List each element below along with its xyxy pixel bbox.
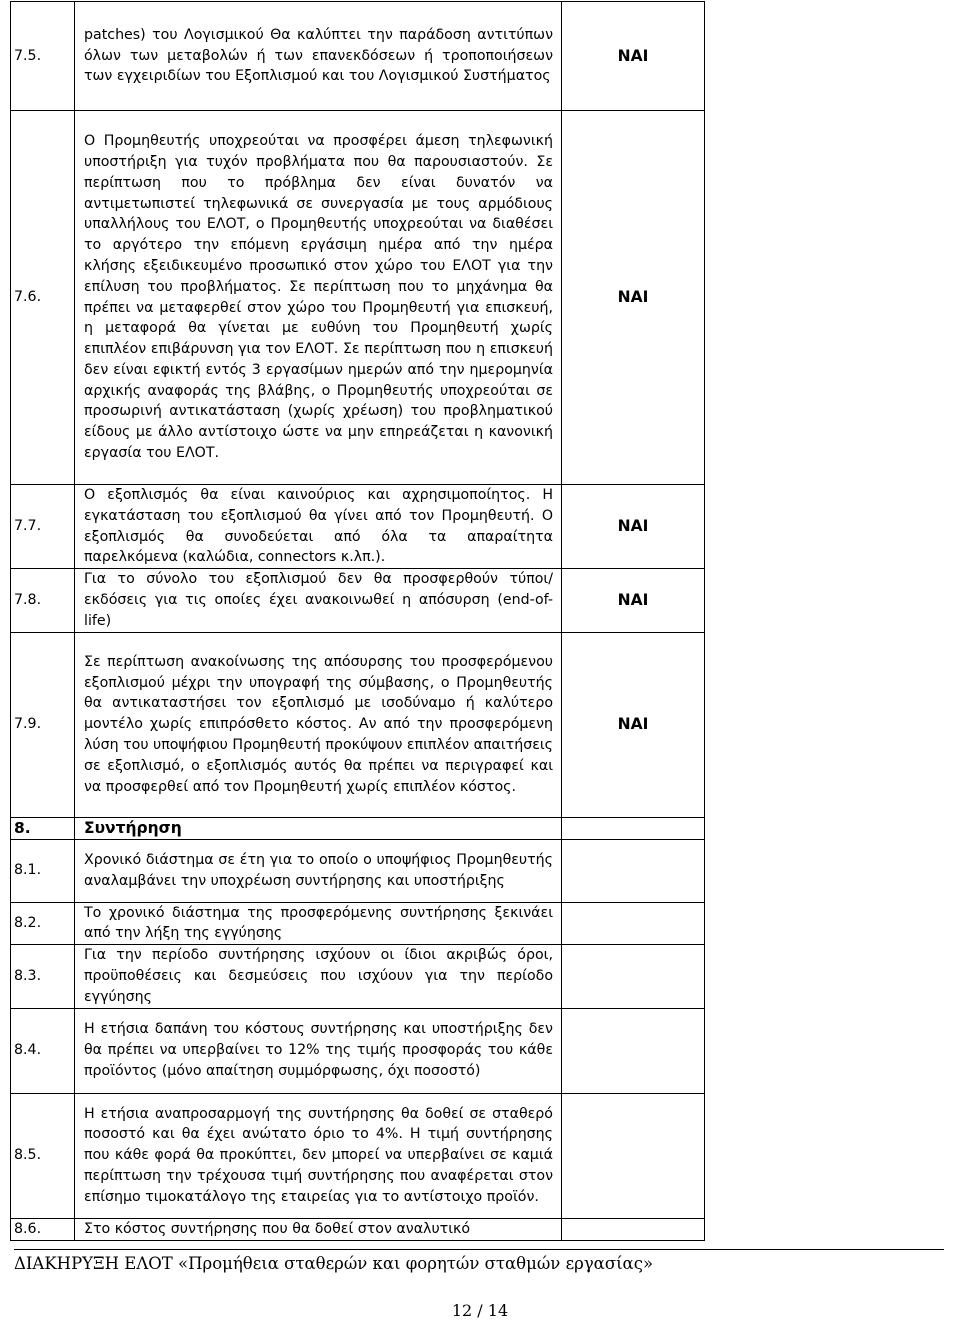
table-row [11, 1218, 705, 1240]
table-row [11, 485, 705, 569]
row-number: 7.9. [11, 632, 75, 817]
row-text: Η ετήσια δαπάνη του κόστους συντήρησης και υποστήριξης δεν θα πρέπει να υπερβαίνει το 12% της τιμής προσφοράς του κάθε προϊόντος (μόνο απαίτηση συμμόρφωσης, όχι ποσοστό) [75, 1008, 562, 1093]
row-text: Σε περίπτωση ανακοίνωσης της απόσυρσης του προσφερόμενου εξοπλισμού μέχρι την υπογραφή της σύμβασης, ο Προμηθευτής θα αντικαταστήσει τον εξοπλισμό με ισοδύναμο ή καλύτερο μοντέλο χωρίς επιπρόσθετο κόστος. Αν από την προσφερόμενη λύση του υποψήφιου Προμηθευτή προκύψουν επιπλέον απαιτήσεις σε εξοπλισμό, ο εξοπλισμός αυτός θα πρέπει να περιγραφεί και να προσφερθεί από τον Προμηθευτή χωρίς επιπλέον κόστος. [75, 632, 562, 817]
row-number: 8.6. [11, 1218, 75, 1240]
table-row [11, 902, 705, 945]
row-text: Ο Προμηθευτής υποχρεούται να προσφέρει άμεση τηλεφωνική υποστήριξη για τυχόν προβλήματα που θα παρουσιαστούν. Σε περίπτωση που το πρόβλημα δεν είναι δυνατόν να αντιμετωπιστεί τηλεφωνικά σε συνεργασία με τους αρμόδιους υπαλλήλους του ΕΛΟΤ, ο Προμηθευτής υποχρεούται να διαθέσει το αργότερο την επόμενη εργάσιμη ημέρα από την ημέρα κλήσης εξειδικευμένο προσωπικό στον χώρο του ΕΛΟΤ για την επίλυση του προβλήματος. Σε περίπτωση που το μηχάνημα θα πρέπει να μεταφερθεί στον χώρο του Προμηθευτή για επισκευή, η μεταφορά θα γίνεται με ευθύνη του Προμηθευτή χωρίς επιπλέον επιβάρυνση για τον ΕΛΟΤ. Σε περίπτωση που η επισκευή δεν είναι εφικτή εντός 3 εργασίμων ημερών από την ημερομηνία αρχικής αναφοράς της βλάβης, ο Προμηθευτής υποχρεούται σε προσωρινή αντικατάσταση (χωρίς χρέωση) του προβληματικού είδους με άλλο αντίστοιχο ώστε να μην επηρεάζεται η κανονική εργασία του ΕΛΟΤ. [75, 111, 562, 485]
table-row [11, 111, 705, 485]
row-answer [562, 945, 705, 1008]
row-text: Για το σύνολο του εξοπλισμού δεν θα προσφερθούν τύποι/ εκδόσεις για τις οποίες έχει ανακοινωθεί η απόσυρση (end-of-life) [75, 569, 562, 632]
table-row [11, 945, 705, 1008]
row-answer: ΝΑΙ [562, 485, 705, 569]
table-row [11, 839, 705, 902]
row-number: 7.6. [11, 111, 75, 485]
row-text: Το χρονικό διάστημα της προσφερόμενης συντήρησης ξεκινάει από την λήξη της εγγύησης [75, 902, 562, 945]
table-row [11, 1008, 705, 1093]
row-text: Για την περίοδο συντήρησης ισχύουν οι ίδιοι ακριβώς όροι, προϋποθέσεις και δεσμεύσεις που ισχύουν για την περίοδο εγγύησης [75, 945, 562, 1008]
requirements-table [10, 1, 705, 1241]
table-row [11, 569, 705, 632]
row-text: Στο κόστος συντήρησης που θα δοθεί στον αναλυτικό [75, 1218, 562, 1240]
row-answer: ΝΑΙ [562, 2, 705, 111]
row-answer [562, 839, 705, 902]
row-number: 8.3. [11, 945, 75, 1008]
row-text: Χρονικό διάστημα σε έτη για το οποίο ο υποψήφιος Προμηθευτής αναλαμβάνει την υποχρέωση συντήρησης και υποστήριξης [75, 839, 562, 902]
row-number: 8.1. [11, 839, 75, 902]
row-answer [562, 1218, 705, 1240]
row-text: Η ετήσια αναπροσαρμογή της συντήρησης θα δοθεί σε σταθερό ποσοστό και θα έχει ανώτατο όριο το 4%. Η τιμή συντήρησης που κάθε φορά θα προκύπτει, δεν μπορεί να υπερβαίνει σε καμιά περίπτωση την τρέχουσα τιμή συντήρησης που αναφέρεται στον επίσημο τιμοκατάλογο της εταιρείας για το αντίστοιχο προϊόν. [75, 1093, 562, 1218]
row-answer [562, 902, 705, 945]
footer-rule [14, 1249, 944, 1250]
row-number: 7.7. [11, 485, 75, 569]
footer-title: ΔΙΑΚΗΡΥΞΗ ΕΛΟΤ «Προμήθεια σταθερών και φορητών σταθμών εργασίας» [14, 1254, 654, 1273]
row-number: 8.4. [11, 1008, 75, 1093]
row-answer: ΝΑΙ [562, 632, 705, 817]
row-number: 8.5. [11, 1093, 75, 1218]
table-row [11, 1093, 705, 1218]
row-answer: ΝΑΙ [562, 569, 705, 632]
row-answer [562, 1093, 705, 1218]
row-text: Ο εξοπλισμός θα είναι καινούριος και αχρησιμοποίητος. Η εγκατάσταση του εξοπλισμού θα γίνει από τον Προμηθευτή. Ο εξοπλισμός θα συνοδεύεται από όλα τα απαραίτητα παρελκόμενα (καλώδια, connectors κ.λπ.). [75, 485, 562, 569]
page-number: 12 / 14 [451, 1301, 509, 1320]
section-number: 8. [11, 817, 75, 839]
table-row [11, 632, 705, 817]
section-title: Συντήρηση [75, 817, 562, 839]
table-row [11, 2, 705, 111]
row-answer [562, 1008, 705, 1093]
row-number: 7.8. [11, 569, 75, 632]
row-number: 8.2. [11, 902, 75, 945]
row-number: 7.5. [11, 2, 75, 111]
row-text: patches) του Λογισμικού Θα καλύπτει την παράδοση αντιτύπων όλων των μεταβολών ή των επανεκδόσεων ή τροποποιήσεων των εγχειριδίων του Εξοπλισμού και του Λογισμικού Συστήματος [75, 2, 562, 111]
section-empty-cell [562, 817, 705, 839]
row-answer: ΝΑΙ [562, 111, 705, 485]
section-heading-row [11, 817, 705, 839]
